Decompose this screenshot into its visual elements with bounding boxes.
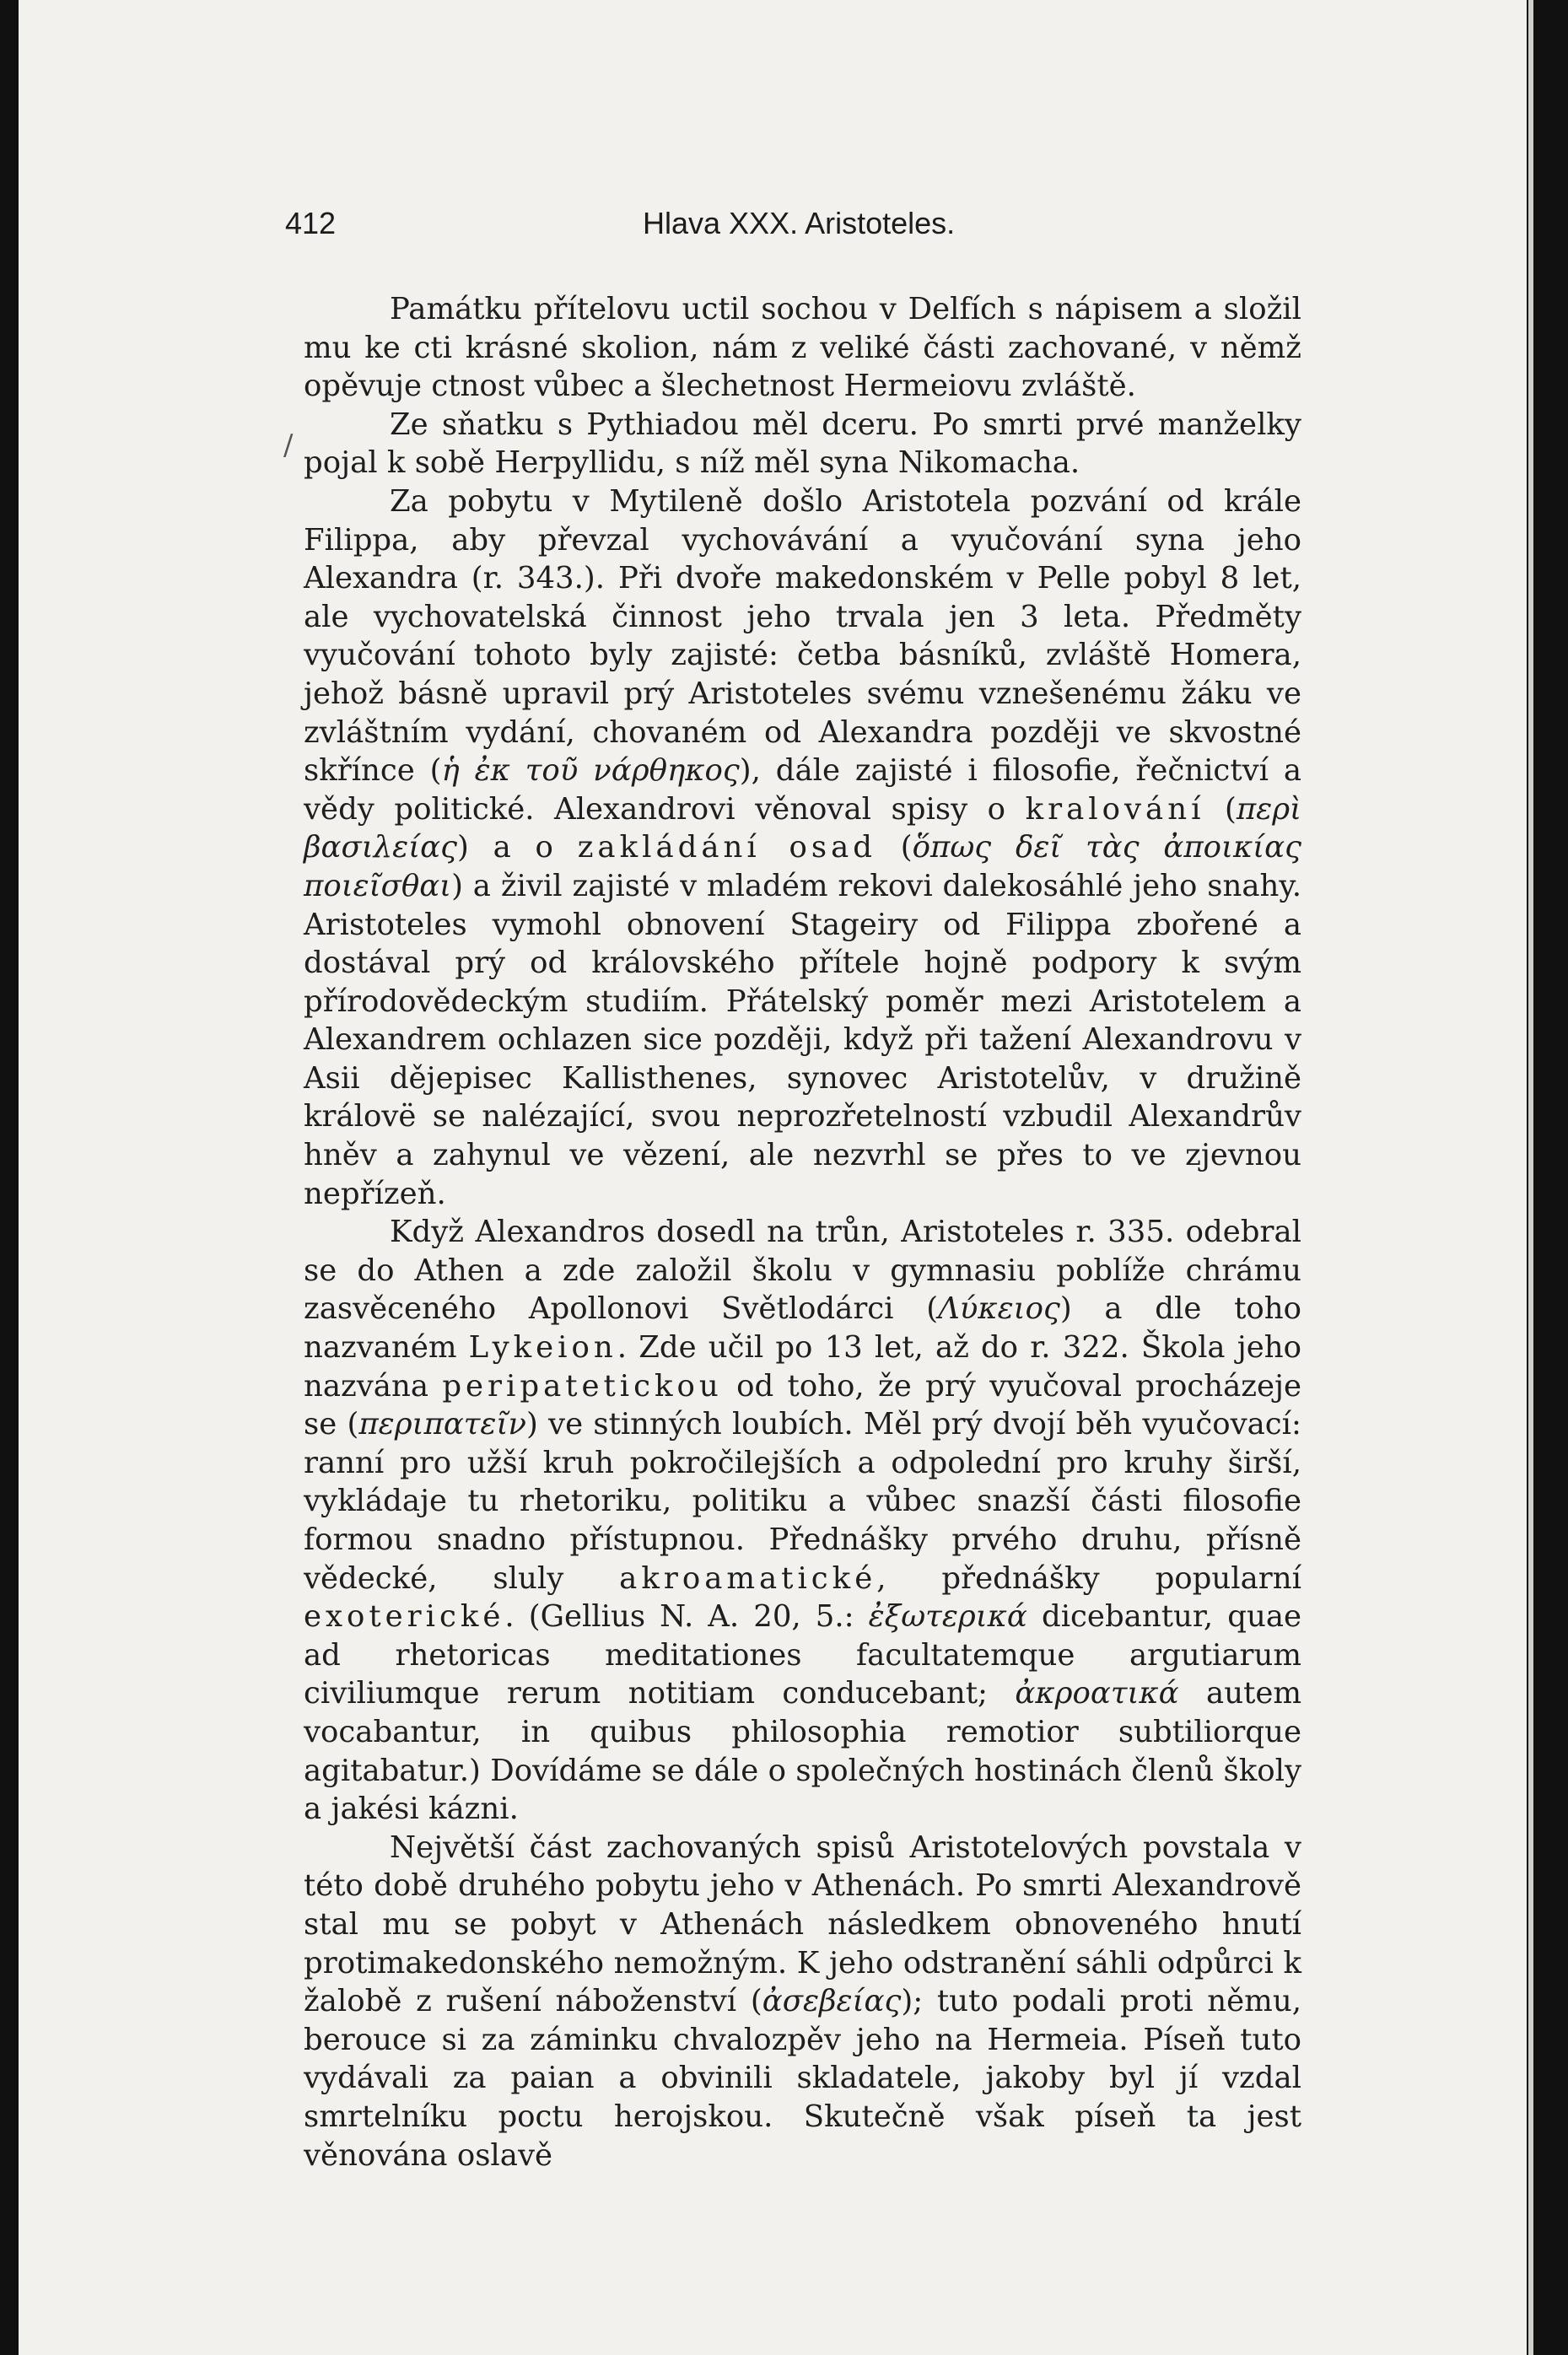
paragraph-2: Ze sňatku s Pythiadou měl dceru. Po smrti prvé manželky pojal k sobě Herpyllidu, s níž měl syna Nikomacha. bbox=[304, 407, 1301, 481]
page-edge bbox=[1528, 0, 1533, 2355]
greek-phrase: ἡ ἐκ τοῦ νάρθηκος bbox=[441, 753, 740, 789]
greek-phrase: Λύκειος bbox=[938, 1291, 1060, 1327]
greek-phrase: ἐξωτερικά bbox=[868, 1599, 1027, 1635]
spaced-term: akroamatické bbox=[619, 1560, 877, 1596]
paragraph-1: Památku přítelovu uctil sochou v Delfích s nápisem a složil mu ke cti krásné skolion, nám z veliké části zachované, v němž opěvuje ctnost vůbec a šlechetnost Hermeiovu zvláště. bbox=[304, 292, 1301, 404]
page-header bbox=[285, 206, 1301, 248]
running-title: Hlava XXX. Aristoteles. bbox=[643, 206, 956, 240]
paragraph-5: Největší část zachovaných spisů Aristotelových povstala v této době druhého pobytu jeho v Athenách. Po smrti Alexandrově stal mu se pobyt v Athenách následkem obnoveného hnutí protimakedonského nemožným. K jeho odstranění sáhli odpůrci k žalobě z rušení náboženství (ἀσεβείας); tuto podali proti němu, berouce si za záminku chvalozpěv jeho na Hermeia. Píseň tuto vydávali za paian a obvinili skladatele, jakoby byl jí vzdal smrtelníku poctu herojskou. Skutečně však píseň ta jest věnována oslavě bbox=[304, 1830, 1301, 2173]
greek-phrase: περὶ βασιλείας bbox=[304, 791, 1301, 865]
greek-phrase: περιπατεῖν bbox=[358, 1407, 526, 1442]
spaced-term: Lykeion bbox=[468, 1330, 617, 1366]
greek-phrase: ἀσεβείας bbox=[762, 1984, 902, 2019]
spaced-term: peripatetickou bbox=[442, 1368, 723, 1404]
spaced-term: zakládání osad bbox=[577, 830, 876, 865]
greek-phrase: ἀκροατικά bbox=[1015, 1676, 1179, 1711]
paragraph-3: Za pobytu v Mytileně došlo Aristotela pozvání od krále Filippa, aby převzal vychovávání a vyučování syna jeho Alexandra (r. 343.). Při dvoře makedonském v Pelle pobyl 8 let, ale vychovatelská činnost jeho trvala jen 3 leta. Předměty vyučování tohoto byly zajisté: četba básníků, zvláště Homera, jehož básně upravil prý Aristoteles svému vznešenému žáku ve zvláštním vydání, chovaném od Alexandra později ve skvostné skřínce (ἡ ἐκ τοῦ νάρθηκος), dále zajisté i filosofie, řečnictví a vědy politické. Alexandrovi věnoval spisy o kralování (περὶ βασιλείας) a o zakládání osad (ὅπως δεῖ τὰς ἀποικίας ποιεῖσθαι) a živil zajisté v mladém rekovi dalekosáhlé jeho snahy. Aristoteles vymohl obnovení Stageiry od Filippa zbořené a dostával prý od královského přítele hojně podpory k svým přírodovědeckým studiím. Přátelský poměr mezi Aristotelem a Alexandrem ochlazen sice později, když při tažení Alexandrovu v Asii dějepisec Kallisthenes, synovec Aristotelův, v družině královë se nalézající, svou neprozřetelností vzbudil Alexandrův hněv a zahynul ve vězení, ale nezvrhl se přes to ve zjevnou nepřízeň. bbox=[304, 483, 1302, 1211]
spaced-term: exoterické bbox=[304, 1599, 505, 1635]
paragraph-4: Když Alexandros dosedl na trůn, Aristoteles r. 335. odebral se do Athen a zde založil školu v gymnasiu poblíže chrámu zasvěceného Apollonovi Světlodárci (Λύκειος) a dle toho nazvaném Lykeion. Zde učil po 13 let, až do r. 322. Škola jeho nazvána peripatetickou od toho, že prý vyučoval procházeje se (περιπατεῖν) ve stinných loubích. Měl prý dvojí běh vyučovací: ranní pro užší kruh pokročilejších a odpolední pro kruhy širší, vykládaje tu rhetoriku, politiku a vůbec snazší části filosofie formou snadno přístupnou. Přednášky prvého druhu, přísně vědecké, sluly akroamatické, přednášky popularní exoterické. (Gellius N. A. 20, 5.: ἐξωτερικά dicebantur, quae ad rhetoricas meditationes facultatemque argutiarum civiliumque rerum notitiam conducebant; ἀκροατικά autem vocabantur, in quibus philosophia remotior subtiliorque agitabatur.) Dovídáme se dále o společných hostinách členů školy a jakési kázni. bbox=[304, 1215, 1302, 1827]
greek-phrase: ὅπως δεῖ τὰς ἀποικίας ποιεῖσθαι bbox=[304, 830, 1302, 903]
page-number: 412 bbox=[285, 206, 337, 240]
margin-mark: / bbox=[283, 428, 294, 462]
spaced-term: kralování bbox=[1025, 791, 1205, 827]
body-text bbox=[304, 290, 1301, 2174]
